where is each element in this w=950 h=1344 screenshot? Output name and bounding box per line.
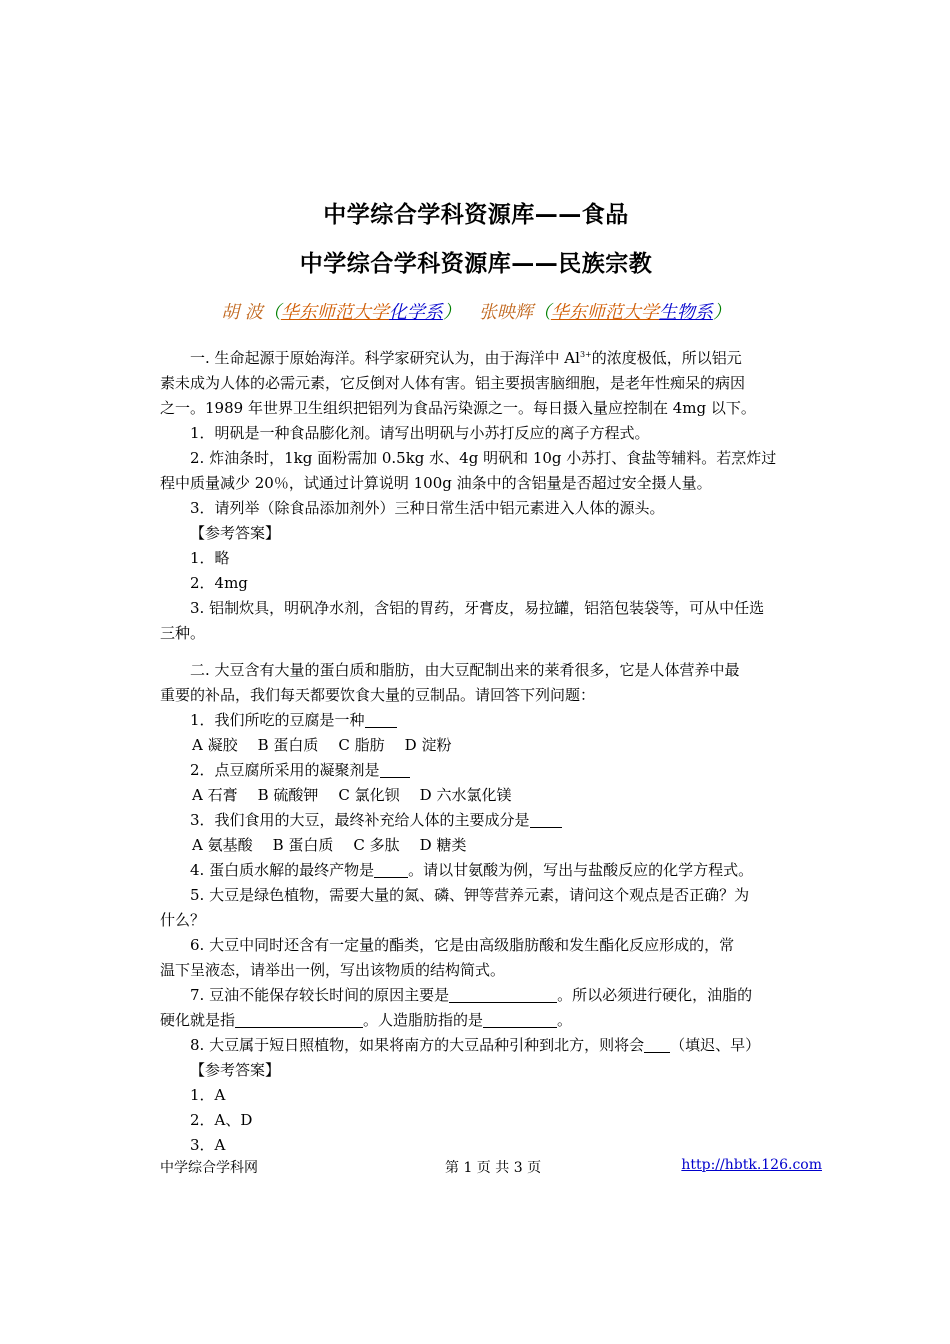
section1-question-2-line1: 2. 炸油条时，1kg 面粉需加 0.5kg 水、4g 明矾和 10g 小苏打、食盐等辅料。若烹炸过	[190, 449, 777, 467]
answer-blank	[365, 711, 397, 728]
option-a: A 石膏	[192, 786, 238, 804]
section2-question-4: 4. 蛋白质水解的最终产物是 。请以甘氨酸为例，写出与盐酸反应的化学方程式。	[190, 861, 754, 879]
document-page	[160, 0, 822, 1344]
section2-question-2: 2．点豆腐所采用的凝聚剂是	[160, 758, 792, 783]
option-c: C 多肽	[353, 836, 400, 854]
option-b: B 硫酸钾	[257, 786, 319, 804]
footer-site-link[interactable]: http://hbtk.126.com	[681, 1157, 822, 1173]
section2-intro-line1: 二. 大豆含有大量的蛋白质和脂肪，由大豆配制出来的莱肴很多，它是人体营养中最	[190, 661, 740, 679]
author-name-hubo: 胡 波	[221, 302, 263, 323]
section1-question-3: 3．请列举（除食品添加剂外）三种日常生活中铝元素进入人体的源头。	[190, 499, 665, 517]
section1-intro-line3: 之一。1989 年世界卫生组织把铝列为食品污染源之一。每日摄入量应控制在 4mg 以下。	[160, 399, 756, 417]
section1-answer-3-line1: 3. 铝制炊具，明矾净水剂，含铝的胃药，牙膏皮，易拉罐，铝箔包装袋等，可从中任选	[190, 599, 765, 617]
section1-question-1: 1．明矾是一种食品膨化剂。请写出明矾与小苏打反应的离子方程式。	[190, 424, 650, 442]
section1-question-2-line2: 程中质量减少 20％，试通过计算说明 100g 油条中的含铝量是否超过安全摄人量。	[160, 474, 712, 492]
section2-intro-line2: 重要的补品，我们每天都要饮食大量的豆制品。请回答下列问题：	[160, 686, 596, 704]
section2-question-6-line1: 6. 大豆中同时还含有一定量的酯类，它是由高级脂肪酸和发生酯化反应形成的，常	[190, 936, 735, 954]
author2-university-link[interactable]: 华东师范大学	[550, 302, 659, 323]
footer-site-name: 中学综合学科网	[160, 1160, 258, 1176]
option-b: B 蛋白质	[272, 836, 334, 854]
answer-blank	[235, 1011, 363, 1028]
author-name-zhangyinghui: 张映辉	[478, 302, 533, 323]
option-a: A 氨基酸	[192, 836, 253, 854]
section2-question-5-line1: 5. 大豆是绿色植物，需要大量的氮、磷、钾等营养元素，请问这个观点是否正确？为	[190, 886, 750, 904]
section1-answer-1: 1．略	[190, 549, 230, 567]
superscript-charge: 3+	[579, 350, 592, 359]
author-line: 胡 波（华东师范大学化学系） 张映辉（华东师范大学生物系）	[221, 302, 731, 323]
section2-answer-2: 2．A、D	[190, 1111, 253, 1129]
section2-question-2-options	[160, 783, 792, 808]
section2-question-3: 3．我们食用的大豆，最终补充给人体的主要成分是	[160, 808, 792, 833]
section2-question-7-line1: 7. 豆油不能保存较长时间的原因主要是 。所以必须进行硬化，油脂的	[190, 986, 753, 1004]
section1-intro-line1: 一. 生命起源于原始海洋。科学家研究认为，由于海洋中 $Al^{3+}$的浓度极低，所以铝元	[190, 349, 742, 367]
option-b: B 蛋白质	[257, 736, 319, 754]
section2-question-3-options	[160, 833, 792, 858]
section2-answer-3: 3．A	[190, 1136, 226, 1154]
section2-question-1: 1．我们所吃的豆腐是一种	[160, 708, 792, 733]
option-d: D 六水氯化镁	[419, 786, 512, 804]
answer-blank	[374, 861, 408, 878]
answer-blank	[483, 1011, 557, 1028]
author2-department-link[interactable]: 生物系	[658, 302, 713, 323]
section1-intro-line2: 素未成为人体的必需元素，它反倒对人体有害。铝主要损害脑细胞，是老年性痴呆的病因	[160, 374, 746, 392]
section2-question-6-line2: 温下呈液态，请举出一例，写出该物质的结构简式。	[160, 961, 506, 979]
section2-question-8: 8. 大豆属于短日照植物，如果将南方的大豆品种引种到北方，则将会 （填迟、早）	[190, 1036, 761, 1054]
section2-answer-1: 1．A	[190, 1086, 226, 1104]
section2-question-5-line2: 什么？	[160, 911, 206, 929]
footer-page-number: 第 1 页 共 3 页	[445, 1160, 542, 1176]
option-c: C 氯化钡	[338, 786, 400, 804]
page-footer	[160, 1157, 822, 1179]
answer-blank	[380, 761, 410, 778]
section1-answer-heading: 【参考答案】	[190, 524, 281, 542]
option-c: C 脂肪	[338, 736, 385, 754]
answer-blank	[530, 811, 562, 828]
option-d: D 糖类	[419, 836, 467, 854]
document-title-religion: 中学综合学科资源库——民族宗教	[299, 251, 653, 277]
section2-answer-heading: 【参考答案】	[190, 1061, 281, 1079]
author1-department-link[interactable]: 化学系	[388, 302, 443, 323]
section1-answer-3-line2: 三种。	[160, 624, 206, 642]
document-body	[160, 346, 792, 1158]
author1-university-link[interactable]: 华东师范大学	[280, 302, 389, 323]
answer-blank	[644, 1036, 670, 1053]
section1-answer-2: 2．4mg	[190, 574, 248, 592]
option-d: D 淀粉	[404, 736, 452, 754]
answer-blank	[449, 986, 557, 1003]
document-title-food: 中学综合学科资源库——食品	[323, 202, 629, 228]
section2-question-7-line2: 硬化就是指 。人造脂肪指的是 。	[160, 1011, 573, 1029]
option-a: A 凝胶	[192, 736, 238, 754]
section2-question-1-options	[160, 733, 792, 758]
